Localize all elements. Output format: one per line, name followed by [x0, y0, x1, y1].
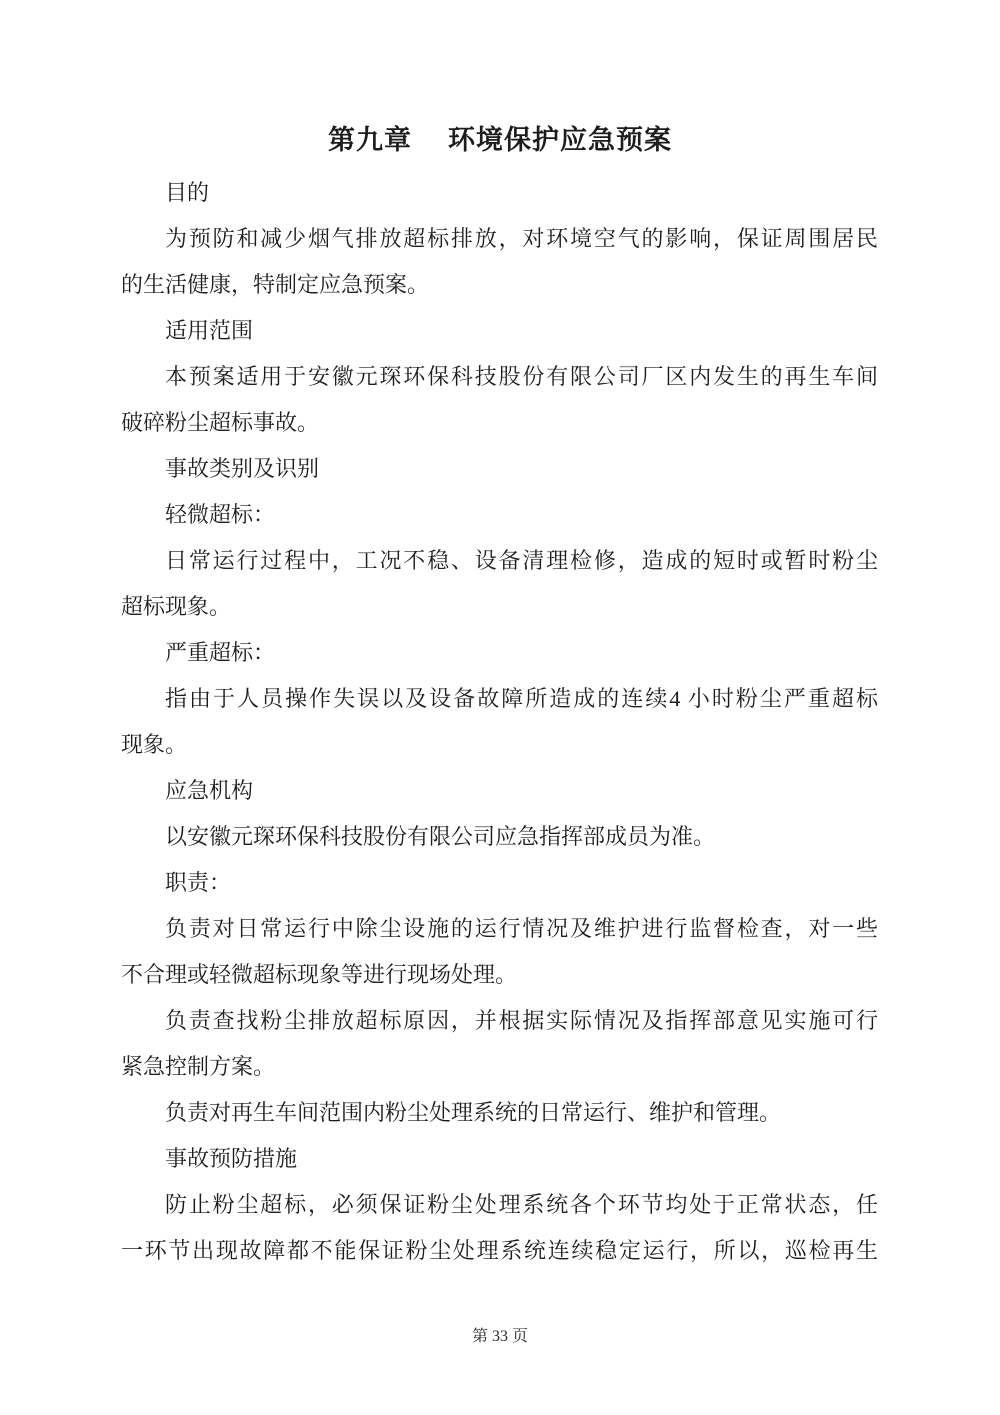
text-line: 为预防和减少烟气排放超标排放，对环境空气的影响，保证周围居民: [165, 226, 878, 251]
page-number-label: 第 33 页: [471, 1328, 528, 1345]
text-line: 不合理或轻微超标现象等进行现场处理。: [121, 962, 518, 987]
text-line: 负责查找粉尘排放超标原因，并根据实际情况及指挥部意见实施可行: [165, 1008, 878, 1033]
text-line: 严重超标：: [165, 640, 276, 665]
text-line: 职责：: [165, 870, 232, 895]
text-line: 事故类别及识别: [165, 456, 320, 481]
page-footer: [0, 1326, 1000, 1348]
text-line: 事故预防措施: [165, 1146, 298, 1171]
text-line: 轻微超标：: [165, 502, 276, 527]
text-line: 紧急控制方案。: [121, 1054, 276, 1079]
text-line: 破碎粉尘超标事故。: [121, 410, 320, 435]
text-line: 日常运行过程中，工况不稳、设备清理检修，造成的短时或暂时粉尘: [165, 548, 878, 573]
text-line: 负责对日常运行中除尘设施的运行情况及维护进行监督检查，对一些: [165, 916, 878, 941]
text-line: 一环节出现故障都不能保证粉尘处理系统连续稳定运行，所以，巡检再生: [121, 1238, 878, 1263]
text-line: 适用范围: [165, 318, 254, 343]
text-line: 负责对再生车间范围内粉尘处理系统的日常运行、维护和管理。: [165, 1100, 782, 1125]
text-line: 目的: [165, 180, 210, 205]
text-line: 本预案适用于安徽元琛环保科技股份有限公司厂区内发生的再生车间: [165, 364, 878, 389]
text-line: 以安徽元琛环保科技股份有限公司应急指挥部成员为准。: [165, 824, 716, 849]
chapter-number: 第九章: [328, 125, 412, 155]
text-line: 现象。: [121, 732, 188, 757]
chapter-title: [0, 114, 1000, 166]
document-body: [121, 170, 878, 1274]
text-line: 超标现象。: [121, 594, 232, 619]
text-line: 防止粉尘超标，必须保证粉尘处理系统各个环节均处于正常状态，任: [165, 1192, 878, 1217]
chapter-name: 环境保护应急预案: [448, 125, 672, 155]
text-line: 的生活健康，特制定应急预案。: [121, 272, 430, 297]
text-line: 指由于人员操作失误以及设备故障所造成的连续4 小时粉尘严重超标: [165, 686, 878, 711]
text-line: 应急机构: [165, 778, 254, 803]
